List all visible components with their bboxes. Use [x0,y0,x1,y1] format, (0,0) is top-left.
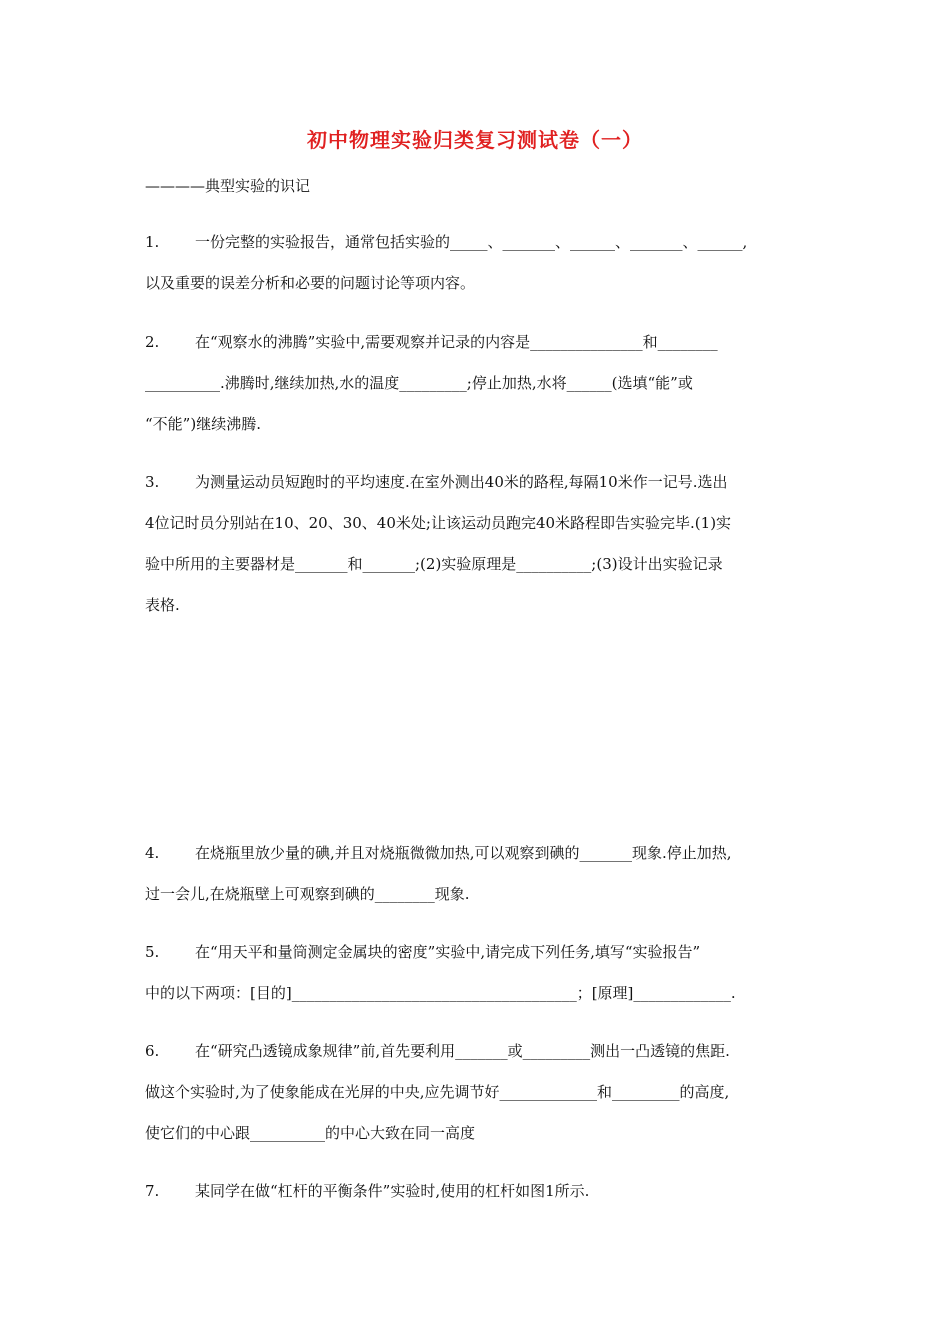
question-line: 3. 为测量运动员短跑时的平均速度.在室外测出40米的路程,每隔10米作一记号.选出 [145,462,810,503]
question-number: 1. [145,233,160,251]
question-1 [145,222,810,304]
question-number: 3. [145,473,160,491]
section-subtitle: ————典型实验的识记 [145,177,311,195]
question-line: 1. 一份完整的实验报告，通常包括实验的_____、_______、______、_______、______, [145,222,810,263]
question-line: 以及重要的误差分析和必要的问题讨论等项内容。 [145,274,476,292]
question-4 [145,833,810,915]
question-line: “不能”)继续沸腾. [145,415,261,433]
question-line: 中的以下两项：[目的]______________________________________；[原理]_____________. [145,984,736,1002]
question-line: 4位记时员分别站在10、20、30、40米处;让该运动员跑完40米路程即告实验完毕.(1)实 [145,514,732,532]
question-line: 做这个实验时,为了使象能成在光屏的中央,应先调节好_____________和_________的高度, [145,1083,730,1101]
question-line: 使它们的中心跟__________的中心大致在同一高度 [145,1124,476,1142]
question-line: __________.沸腾时,继续加热,水的温度_________;停止加热,水将______(选填“能”或 [145,374,693,392]
question-number: 4. [145,844,160,862]
question-line: 2. 在“观察水的沸腾”实验中,需要观察并记录的内容是_______________和________ [145,322,810,363]
question-line: 验中所用的主要器材是_______和_______;(2)实验原理是__________;(3)设计出实验记录 [145,555,723,573]
question-6 [145,1031,810,1154]
question-number: 6. [145,1042,160,1060]
question-line: 过一会儿,在烧瓶壁上可观察到碘的________现象. [145,885,470,903]
question-line: 5. 在“用天平和量筒测定金属块的密度”实验中,请完成下列任务,填写“实验报告” [145,932,810,973]
question-3 [145,462,810,626]
question-5 [145,932,810,1014]
question-7 [145,1171,810,1212]
question-number: 7. [145,1182,160,1200]
question-line: 表格. [145,596,180,614]
question-line: 6. 在“研究凸透镜成象规律”前,首先要利用_______或_________测出一凸透镜的焦距. [145,1031,810,1072]
question-line: 4. 在烧瓶里放少量的碘,并且对烧瓶微微加热,可以观察到碘的_______现象.停止加热, [145,833,810,874]
question-2 [145,322,810,445]
question-line: 7. 某同学在做“杠杆的平衡条件”实验时,使用的杠杆如图1所示. [145,1171,810,1212]
question-number: 2. [145,333,160,351]
question-number: 5. [145,943,160,961]
page-title: 初中物理实验归类复习测试卷（一） [307,128,643,152]
